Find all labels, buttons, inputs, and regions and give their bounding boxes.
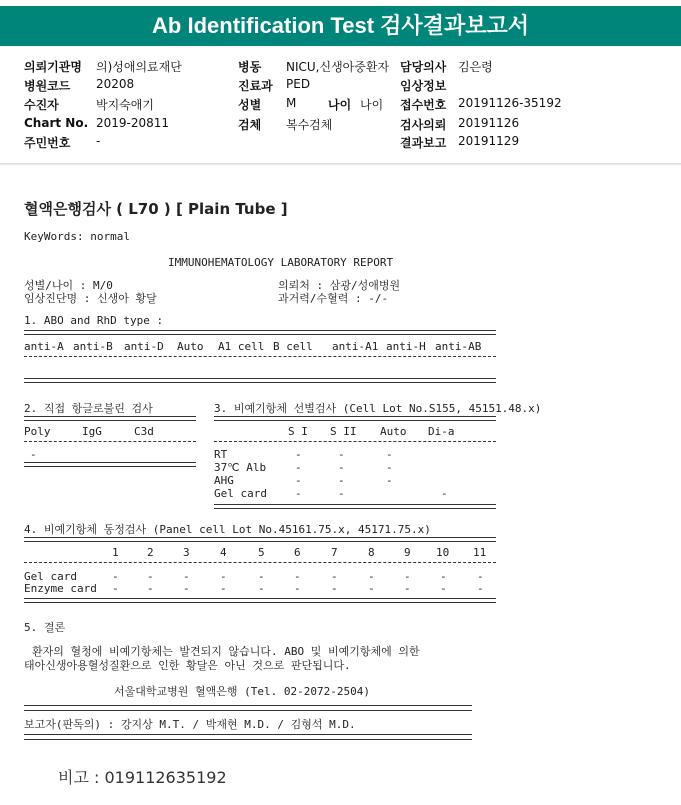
section-4-title: 4. 비예기항체 동정검사 (Panel cell Lot No.45161.75.x, 45171.75.x) xyxy=(24,523,431,536)
sec4-cell: - xyxy=(183,582,190,595)
dashed-rule xyxy=(24,441,196,442)
diagnosis-line: 임상진단명 : 신생아 황달 xyxy=(24,292,157,305)
sex-age-line: 성별/나이 : M/0 xyxy=(24,279,113,292)
sec4-cell: - xyxy=(477,570,484,583)
sec3-cell: - xyxy=(295,448,302,461)
sec4-col: 8 xyxy=(368,546,375,559)
sec4-cell: - xyxy=(294,570,301,583)
sec1-col-anti-d: anti-D xyxy=(124,340,164,353)
sec4-col: 3 xyxy=(183,546,190,559)
sec4-col: 1 xyxy=(112,546,119,559)
sec3-cell: - xyxy=(386,448,393,461)
sec3-cell: - xyxy=(441,487,448,500)
single-rule xyxy=(24,705,472,706)
sec1-col-a1-cell: A1 cell xyxy=(218,340,265,353)
lab-title: IMMUNOHEMATOLOGY LABORATORY REPORT xyxy=(168,256,394,269)
sec3-col-s1: S I xyxy=(288,425,308,438)
sec4-cell: - xyxy=(440,570,447,583)
sec4-col: 9 xyxy=(404,546,411,559)
sec4-cell: - xyxy=(440,582,447,595)
sec3-cell: - xyxy=(338,461,345,474)
section-3-title: 3. 비예기항체 선별검사 (Cell Lot No.S155, 45151.48.x) xyxy=(214,402,542,415)
sec4-row-label: Gel card xyxy=(24,570,77,583)
section-1-title: 1. ABO and RhD type : xyxy=(24,314,164,327)
double-rule xyxy=(214,504,496,509)
ward-value: NICU,신생아중환자 xyxy=(286,60,390,74)
age-value: 나이 xyxy=(360,98,384,112)
ward-label: 병동 xyxy=(238,60,262,74)
note-line: 비고 : 019112635192 xyxy=(58,768,227,787)
sec4-col: 4 xyxy=(220,546,227,559)
requester-line: 의뢰처 : 삼광/성애병원 xyxy=(278,279,401,292)
doctor-value: 김은령 xyxy=(458,60,493,74)
sec1-col-anti-b: anti-B xyxy=(73,340,113,353)
sec3-col-auto: Auto xyxy=(380,425,407,438)
rrn-label: 주민번호 xyxy=(24,136,71,150)
reporter-line: 보고자(판독의) : 강지상 M.T. / 박재현 M.D. / 김형석 M.D. xyxy=(24,718,356,731)
sec3-cell: - xyxy=(295,461,302,474)
sec1-col-anti-ab: anti-AB xyxy=(435,340,482,353)
dashed-rule xyxy=(214,441,496,442)
sec3-cell: - xyxy=(338,448,345,461)
sec3-row-label: AHG xyxy=(214,474,234,487)
history-line: 과거력/수혈력 : -/- xyxy=(278,292,389,305)
receipt-value: 20191126-35192 xyxy=(458,96,562,110)
receipt-label: 접수번호 xyxy=(400,98,447,112)
keywords: KeyWords: normal xyxy=(24,230,130,243)
sec3-row-label: Gel card xyxy=(214,487,267,500)
doctor-label: 담당의사 xyxy=(400,60,447,74)
dashed-rule xyxy=(24,562,496,563)
chart-value: 2019-20811 xyxy=(96,116,170,130)
single-rule xyxy=(24,739,472,740)
request-value: 20191126 xyxy=(458,116,520,130)
sec2-col-c3d: C3d xyxy=(134,425,154,438)
conclusion-line-2: 태아신생아용혈성질환으로 인한 황달은 아닌 것으로 판단됩니다. xyxy=(24,659,351,672)
sec2-value: - xyxy=(30,448,37,461)
sec4-cell: - xyxy=(404,570,411,583)
sec3-row-label: 37℃ Alb xyxy=(214,461,267,474)
sec4-col: 2 xyxy=(147,546,154,559)
double-rule xyxy=(24,330,496,335)
sec4-cell: - xyxy=(477,582,484,595)
sec4-cell: - xyxy=(258,570,265,583)
sec4-cell: - xyxy=(112,582,119,595)
blood-bank-contact: 서울대학교병원 혈액은행 (Tel. 02-2072-2504) xyxy=(114,685,370,698)
sec3-cell: - xyxy=(386,461,393,474)
double-rule xyxy=(24,378,496,383)
org-label: 의뢰기관명 xyxy=(24,60,82,74)
sec4-cell: - xyxy=(220,582,227,595)
sec4-col: 5 xyxy=(258,546,265,559)
sec1-col-auto: Auto xyxy=(177,340,204,353)
sec4-row-label: Enzyme card xyxy=(24,582,97,595)
patient-label: 수진자 xyxy=(24,98,59,112)
org-value: 의)성애의료재단 xyxy=(96,60,182,74)
sec3-cell: - xyxy=(338,474,345,487)
double-rule xyxy=(24,416,196,421)
double-rule xyxy=(214,416,496,421)
sex-label: 성별 xyxy=(238,98,262,112)
clinical-label: 임상정보 xyxy=(400,79,447,93)
sec3-col-dia: Di-a xyxy=(428,425,455,438)
sec4-cell: - xyxy=(331,582,338,595)
single-rule xyxy=(24,710,472,711)
patient-value: 박지숙애기 xyxy=(96,98,154,112)
sec4-col: 10 xyxy=(436,546,450,559)
sec4-cell: - xyxy=(220,570,227,583)
hospcode-value: 20208 xyxy=(96,77,135,91)
dept-label: 진료과 xyxy=(238,79,273,93)
sec4-cell: - xyxy=(258,582,265,595)
single-rule xyxy=(24,734,472,735)
header-divider xyxy=(0,163,681,166)
sec1-col-anti-a: anti-A xyxy=(24,340,64,353)
sec4-cell: - xyxy=(404,582,411,595)
report-heading: 혈액은행검사 ( L70 ) [ Plain Tube ] xyxy=(24,200,288,218)
section-2-title: 2. 직접 항글로불린 검사 xyxy=(24,402,153,415)
sec4-cell: - xyxy=(147,570,154,583)
sec3-cell: - xyxy=(338,487,345,500)
sec3-col-s2: S II xyxy=(330,425,357,438)
specimen-value: 복수검체 xyxy=(286,118,333,132)
sec2-col-igg: IgG xyxy=(82,425,102,438)
conclusion-line-1: 환자의 혈청에 비예기항체는 발견되지 않습니다. ABO 및 비예기항체에 의한 xyxy=(32,645,420,658)
sec2-col-poly: Poly xyxy=(24,425,51,438)
sec4-cell: - xyxy=(183,570,190,583)
sec1-col-anti-a1: anti-A1 xyxy=(332,340,379,353)
request-label: 검사의뢰 xyxy=(400,118,447,132)
sec3-cell: - xyxy=(295,474,302,487)
section-5-title: 5. 결론 xyxy=(24,621,66,634)
reportdate-value: 20191129 xyxy=(458,134,520,148)
sec4-col: 11 xyxy=(473,546,487,559)
sec4-cell: - xyxy=(368,582,375,595)
age-label: 나이 xyxy=(328,98,352,112)
hospcode-label: 병원코드 xyxy=(24,79,71,93)
sex-value: M xyxy=(286,96,297,110)
dept-value: PED xyxy=(286,77,311,91)
sec4-cell: - xyxy=(112,570,119,583)
double-rule xyxy=(24,462,196,467)
sec4-cell: - xyxy=(294,582,301,595)
reportdate-label: 결과보고 xyxy=(400,136,447,150)
sec3-cell: - xyxy=(386,474,393,487)
sec4-cell: - xyxy=(147,582,154,595)
sec3-row-label: RT xyxy=(214,448,228,461)
sec4-cell: - xyxy=(331,570,338,583)
rrn-value: - xyxy=(96,134,101,148)
chart-label: Chart No. xyxy=(24,116,89,130)
sec4-col: 7 xyxy=(331,546,338,559)
dashed-rule xyxy=(24,356,496,357)
specimen-label: 검체 xyxy=(238,118,262,132)
report-title-bar: Ab Identification Test 검사결과보고서 xyxy=(0,6,681,46)
sec1-col-b-cell: B cell xyxy=(273,340,313,353)
sec4-cell: - xyxy=(368,570,375,583)
double-rule xyxy=(24,537,496,542)
sec4-col: 6 xyxy=(294,546,301,559)
sec1-col-anti-h: anti-H xyxy=(386,340,426,353)
double-rule xyxy=(24,598,496,603)
sec3-cell: - xyxy=(295,487,302,500)
